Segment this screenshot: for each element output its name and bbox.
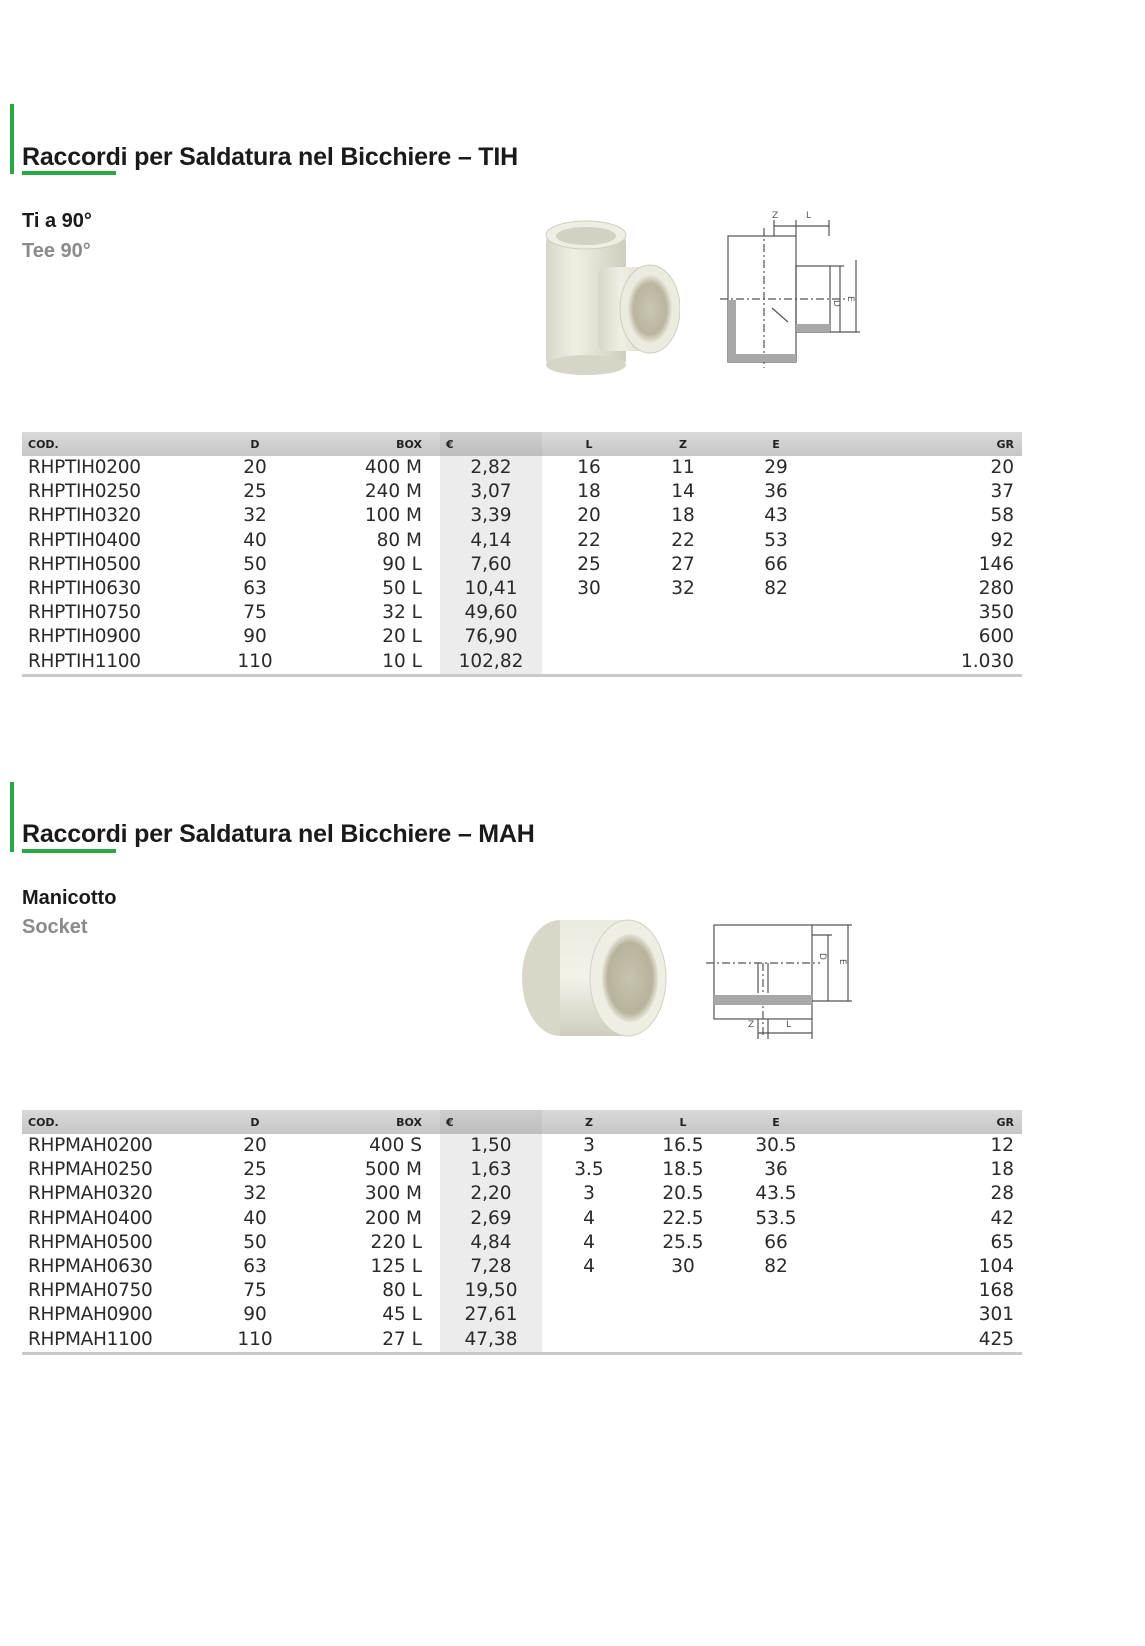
weight-gr: 600 — [978, 626, 1014, 648]
weight-gr: 425 — [948, 1328, 1022, 1354]
weight-gr: 58 — [990, 505, 1014, 527]
price: 47,38 — [440, 1328, 542, 1354]
diameter: 32 — [243, 1183, 267, 1205]
dim-b: 25.5 — [662, 1231, 704, 1253]
product-name-it: Manicotto — [22, 887, 117, 909]
dim-e — [730, 650, 822, 676]
col-header-price: € — [440, 432, 542, 456]
col-header-z: Z — [636, 432, 730, 456]
box-quantity: 27 L — [291, 1328, 440, 1354]
product-code: RHPTIH0320 — [28, 505, 141, 527]
dim-e — [730, 1328, 822, 1354]
col-header-cod: COD. — [22, 432, 219, 456]
dim-b: 16.5 — [662, 1135, 704, 1157]
weight-gr: 18 — [990, 1159, 1014, 1181]
dim-a: 30 — [577, 578, 601, 600]
table-row — [22, 529, 1022, 553]
dim-b: 22.5 — [662, 1207, 704, 1229]
dim-b: 20.5 — [662, 1183, 704, 1205]
weight-gr: 168 — [978, 1280, 1014, 1302]
dim-e: 66 — [764, 553, 788, 575]
box-quantity: 100 M — [364, 505, 422, 527]
diameter: 50 — [243, 553, 267, 575]
box-quantity: 125 L — [370, 1256, 422, 1278]
dim-a — [542, 601, 636, 625]
table-row — [22, 1279, 1022, 1303]
dim-a: 3 — [583, 1183, 595, 1205]
diameter: 25 — [243, 481, 267, 503]
dim-a: 4 — [583, 1207, 595, 1229]
price: 4,84 — [440, 1231, 542, 1255]
product-name-it: Ti a 90° — [22, 210, 92, 232]
table-row — [22, 1303, 1022, 1327]
weight-gr: 104 — [978, 1256, 1014, 1278]
box-quantity: 500 M — [364, 1159, 422, 1181]
dim-a: 3 — [583, 1135, 595, 1157]
box-quantity: 45 L — [382, 1304, 422, 1326]
dim-b — [636, 1328, 730, 1354]
dim-a: 25 — [577, 553, 601, 575]
dim-e: 30.5 — [755, 1135, 797, 1157]
product-code: RHPTIH0630 — [28, 578, 141, 600]
dim-b: 18 — [671, 505, 695, 527]
table-row — [22, 1328, 1022, 1354]
title-underline — [22, 849, 116, 853]
product-code: RHPMAH0500 — [28, 1231, 153, 1253]
price: 2,82 — [440, 456, 542, 480]
dim-b: 32 — [671, 578, 695, 600]
table-header-row — [22, 432, 1022, 456]
product-code: RHPMAH0630 — [28, 1256, 153, 1278]
mah-price-table — [22, 1110, 1022, 1355]
diameter: 63 — [243, 578, 267, 600]
table-header-row — [22, 1110, 1022, 1134]
dim-e — [730, 625, 822, 649]
socket-fitting-photo — [520, 912, 670, 1044]
dim-e — [730, 1303, 822, 1327]
price: 2,69 — [440, 1207, 542, 1231]
diameter: 25 — [243, 1159, 267, 1181]
dim-b: 14 — [671, 481, 695, 503]
title-underline — [22, 171, 116, 175]
tee-technical-drawing — [716, 208, 866, 370]
table-row — [22, 456, 1022, 480]
table-row — [22, 504, 1022, 528]
dim-e — [730, 1279, 822, 1303]
dim-b: 22 — [671, 529, 695, 551]
box-quantity: 80 M — [376, 529, 422, 551]
dim-b — [636, 650, 730, 676]
price: 3,07 — [440, 480, 542, 504]
weight-gr: 146 — [978, 553, 1014, 575]
price: 76,90 — [440, 625, 542, 649]
dim-b: 30 — [671, 1256, 695, 1278]
weight-gr: 65 — [990, 1231, 1014, 1253]
price: 3,39 — [440, 504, 542, 528]
col-header-price: € — [440, 1110, 542, 1134]
weight-gr: 350 — [978, 602, 1014, 624]
product-code: RHPMAH0320 — [28, 1183, 153, 1205]
weight-gr: 92 — [990, 529, 1014, 551]
dim-label-d: D — [831, 300, 841, 307]
dim-label-e: E — [845, 296, 855, 302]
box-quantity: 32 L — [382, 602, 422, 624]
weight-gr: 42 — [990, 1207, 1014, 1229]
diameter: 63 — [243, 1256, 267, 1278]
table-row — [22, 1134, 1022, 1158]
price: 102,82 — [440, 650, 542, 676]
weight-gr: 12 — [990, 1135, 1014, 1157]
dim-e: 82 — [764, 578, 788, 600]
weight-gr: 301 — [978, 1304, 1014, 1326]
product-code: RHPTIH0250 — [28, 481, 141, 503]
product-code: RHPTIH0200 — [28, 457, 141, 479]
box-quantity: 80 L — [382, 1280, 422, 1302]
box-quantity: 20 L — [382, 626, 422, 648]
dim-b — [636, 1303, 730, 1327]
box-quantity: 240 M — [364, 481, 422, 503]
section-accent-bar — [10, 782, 14, 852]
dim-a — [542, 625, 636, 649]
section-title: Raccordi per Saldatura nel Bicchiere – TIH — [22, 143, 518, 171]
diameter: 110 — [219, 1328, 291, 1354]
dim-b: 27 — [671, 553, 695, 575]
box-quantity: 400 M — [364, 457, 422, 479]
table-row — [22, 577, 1022, 601]
socket-technical-drawing — [700, 915, 860, 1040]
diameter: 75 — [243, 602, 267, 624]
diameter: 90 — [243, 626, 267, 648]
col-header-d: D — [219, 432, 291, 456]
dim-label-l: L — [786, 1020, 792, 1030]
product-code: RHPTIH0500 — [28, 553, 141, 575]
price: 7,60 — [440, 553, 542, 577]
product-code: RHPTIH0400 — [28, 529, 141, 551]
dim-a: 3.5 — [574, 1159, 604, 1181]
table-row — [22, 1255, 1022, 1279]
box-quantity: 400 S — [369, 1135, 422, 1157]
box-quantity: 90 L — [382, 553, 422, 575]
table-row — [22, 553, 1022, 577]
dim-b: 11 — [671, 457, 695, 479]
col-header-z: Z — [542, 1110, 636, 1134]
product-name-en: Tee 90° — [22, 240, 91, 262]
diameter: 40 — [243, 529, 267, 551]
dim-a: 4 — [583, 1231, 595, 1253]
table-row — [22, 1158, 1022, 1182]
diameter: 110 — [219, 650, 291, 676]
col-header-gr: GR — [948, 432, 1022, 456]
dim-e: 66 — [764, 1231, 788, 1253]
table-row — [22, 480, 1022, 504]
section-accent-bar — [10, 104, 14, 174]
weight-gr: 1.030 — [948, 650, 1022, 676]
price: 19,50 — [440, 1279, 542, 1303]
table-row — [22, 1207, 1022, 1231]
dim-a: 22 — [577, 529, 601, 551]
dim-label-z: Z — [772, 211, 779, 221]
price: 7,28 — [440, 1255, 542, 1279]
weight-gr: 20 — [990, 457, 1014, 479]
product-code: RHPMAH0900 — [28, 1304, 153, 1326]
tee-fitting-photo — [538, 215, 680, 377]
dim-label-l: L — [806, 211, 812, 221]
diameter: 20 — [243, 457, 267, 479]
table-row — [22, 1231, 1022, 1255]
dim-e — [730, 601, 822, 625]
weight-gr: 280 — [978, 578, 1014, 600]
weight-gr: 37 — [990, 481, 1014, 503]
diameter: 90 — [243, 1304, 267, 1326]
dim-e: 53.5 — [755, 1207, 797, 1229]
dim-b — [636, 601, 730, 625]
dim-label-e: E — [837, 959, 847, 965]
col-header-l: L — [636, 1110, 730, 1134]
box-quantity: 10 L — [291, 650, 440, 676]
diameter: 75 — [243, 1280, 267, 1302]
dim-a — [542, 1303, 636, 1327]
dim-b — [636, 1279, 730, 1303]
table-row — [22, 625, 1022, 649]
dim-e: 36 — [764, 1159, 788, 1181]
product-code: RHPMAH0750 — [28, 1280, 153, 1302]
dim-label-z: Z — [748, 1020, 755, 1030]
product-code: RHPMAH0250 — [28, 1159, 153, 1181]
dim-e: 43.5 — [755, 1183, 797, 1205]
dim-b — [636, 625, 730, 649]
col-header-d: D — [219, 1110, 291, 1134]
price: 27,61 — [440, 1303, 542, 1327]
price: 49,60 — [440, 601, 542, 625]
diameter: 32 — [243, 505, 267, 527]
section-title: Raccordi per Saldatura nel Bicchiere – MAH — [22, 820, 535, 848]
col-header-e: E — [730, 1110, 822, 1134]
dim-label-d: D — [817, 953, 827, 960]
price: 1,50 — [440, 1134, 542, 1158]
product-code: RHPMAH0200 — [28, 1135, 153, 1157]
product-code: RHPMAH1100 — [22, 1328, 219, 1354]
col-header-box: BOX — [291, 432, 440, 456]
box-quantity: 200 M — [364, 1207, 422, 1229]
box-quantity: 220 L — [370, 1231, 422, 1253]
product-code: RHPTIH0900 — [28, 626, 141, 648]
dim-a — [542, 1328, 636, 1354]
dim-e: 53 — [764, 529, 788, 551]
product-code: RHPMAH0400 — [28, 1207, 153, 1229]
product-name-en: Socket — [22, 916, 88, 938]
table-row — [22, 601, 1022, 625]
dim-a: 16 — [577, 457, 601, 479]
price: 2,20 — [440, 1182, 542, 1206]
price: 4,14 — [440, 529, 542, 553]
col-header-cod: COD. — [22, 1110, 219, 1134]
col-header-gr: GR — [948, 1110, 1022, 1134]
box-quantity: 50 L — [382, 578, 422, 600]
col-header-l: L — [542, 432, 636, 456]
product-code: RHPTIH1100 — [22, 650, 219, 676]
col-header-box: BOX — [291, 1110, 440, 1134]
dim-a: 4 — [583, 1256, 595, 1278]
price: 1,63 — [440, 1158, 542, 1182]
dim-b: 18.5 — [662, 1159, 704, 1181]
weight-gr: 28 — [990, 1183, 1014, 1205]
diameter: 20 — [243, 1135, 267, 1157]
dim-a — [542, 1279, 636, 1303]
product-code: RHPTIH0750 — [28, 602, 141, 624]
dim-e: 43 — [764, 505, 788, 527]
table-row — [22, 650, 1022, 676]
tih-price-table — [22, 432, 1022, 677]
dim-a: 18 — [577, 481, 601, 503]
table-row — [22, 1182, 1022, 1206]
dim-e: 82 — [764, 1256, 788, 1278]
dim-a — [542, 650, 636, 676]
dim-e: 36 — [764, 481, 788, 503]
dim-a: 20 — [577, 505, 601, 527]
dim-e: 29 — [764, 457, 788, 479]
diameter: 40 — [243, 1207, 267, 1229]
box-quantity: 300 M — [364, 1183, 422, 1205]
col-header-e: E — [730, 432, 822, 456]
diameter: 50 — [243, 1231, 267, 1253]
price: 10,41 — [440, 577, 542, 601]
